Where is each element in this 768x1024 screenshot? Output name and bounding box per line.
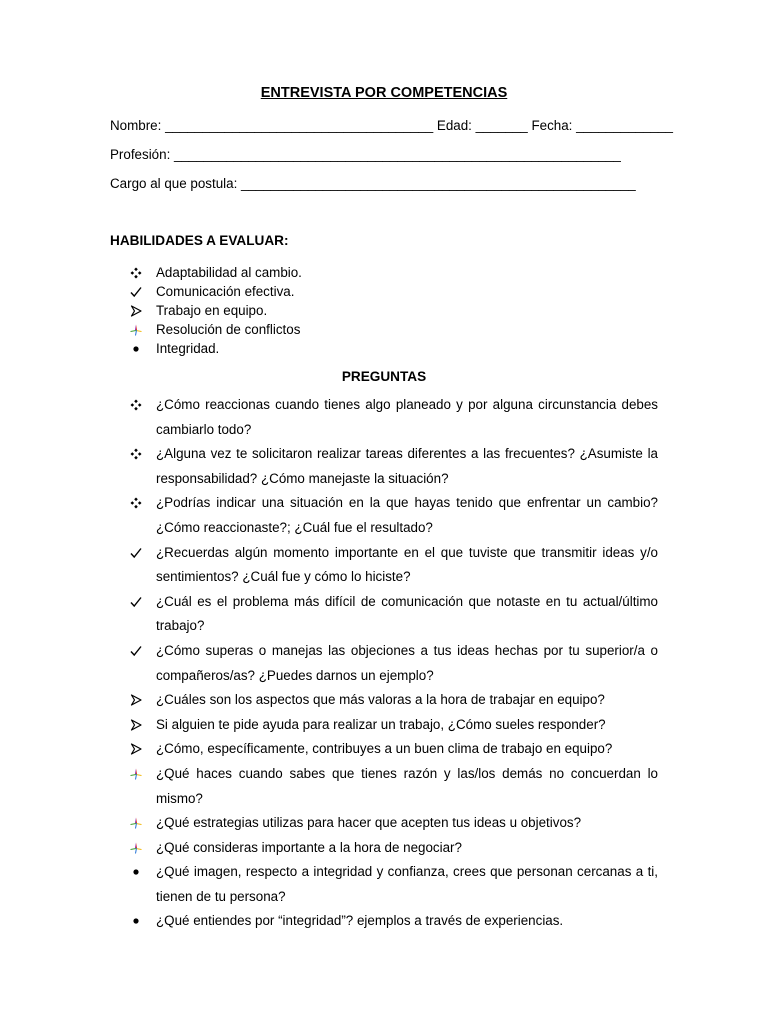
question-text: Si alguien te pide ayuda para realizar un trabajo, ¿Cómo sueles responder? [156, 716, 606, 732]
question-text: ¿Cómo superas o manejas las objeciones a tus ideas hechas por tu superior/a o compañeros/as? ¿Puedes darnos un ejemplo? [156, 642, 658, 683]
profession-field: Profesión: ____________________________________________________________ [110, 147, 621, 162]
color-star-icon [130, 816, 142, 830]
question-text: ¿Alguna vez te solicitaron realizar tareas diferentes a las frecuentes? ¿Asumiste la responsabilidad? ¿Cómo manejaste la situación? [156, 446, 658, 486]
skill-item [130, 301, 302, 320]
document-title: ENTREVISTA POR COMPETENCIAS [260, 85, 508, 101]
question-text: ¿Cuál es el problema más difícil de comunicación que notaste en tu actual/último trabajo? [156, 593, 658, 634]
skills-heading: HABILIDADES A EVALUAR: [110, 233, 289, 248]
dot-icon [130, 914, 142, 928]
question-text: ¿Qué estrategias utilizas para hacer que acepten tus ideas u objetivos? [156, 815, 582, 831]
question-item [130, 713, 658, 738]
checkmark-icon [130, 285, 142, 299]
color-star-icon [130, 841, 142, 855]
dot-icon [130, 342, 142, 356]
question-text: ¿Qué imagen, respecto a integridad y confianza, crees que personan cercanas a ti, tienen de tu persona? [156, 864, 658, 904]
question-item [130, 639, 658, 688]
question-item [130, 393, 658, 442]
skill-label: Comunicación efectiva. [156, 284, 295, 299]
checkmark-icon [130, 595, 142, 609]
skill-item [130, 282, 302, 301]
question-text: ¿Recuerdas algún momento importante en el que tuviste que transmitir ideas y/o sentimientos? ¿Cuál fue y cómo lo hiciste? [156, 544, 658, 585]
diamond-dots-icon [130, 447, 142, 461]
question-item [130, 762, 658, 811]
arrowhead-icon [130, 718, 142, 732]
question-item [130, 491, 658, 540]
question-text: ¿Qué haces cuando sabes que tienes razón y las/los demás no concuerdan lo mismo? [156, 765, 658, 806]
color-star-icon [130, 323, 142, 337]
question-item [130, 909, 658, 934]
question-text: ¿Podrías indicar una situación en la que hayas tenido que enfrentar un cambio? ¿Cómo reaccionaste?; ¿Cuál fue el resultado? [156, 495, 658, 535]
question-item [130, 688, 658, 713]
arrowhead-icon [130, 742, 142, 756]
skill-item [130, 339, 302, 358]
skill-label: Adaptabilidad al cambio. [156, 265, 302, 280]
skill-item [130, 320, 302, 339]
diamond-dots-icon [130, 266, 142, 280]
question-item [130, 737, 658, 762]
arrowhead-icon [130, 693, 142, 707]
question-text: ¿Qué entiendes por “integridad”? ejemplos a través de experiencias. [156, 913, 564, 929]
questions-heading: PREGUNTAS [341, 369, 427, 384]
skill-label: Trabajo en equipo. [156, 303, 268, 318]
checkmark-icon [130, 644, 142, 658]
question-item [130, 836, 658, 861]
question-text: ¿Cómo, específicamente, contribuyes a un buen clima de trabajo en equipo? [156, 741, 613, 757]
skills-list [130, 263, 302, 358]
dot-icon [130, 865, 142, 879]
question-item [130, 590, 658, 639]
question-text: ¿Cuáles son los aspectos que más valoras a la hora de trabajar en equipo? [156, 692, 605, 708]
question-text: ¿Qué consideras importante a la hora de negociar? [156, 839, 462, 855]
question-text: ¿Cómo reaccionas cuando tienes algo planeado y por alguna circunstancia debes cambiarlo todo? [156, 397, 658, 437]
arrowhead-icon [130, 304, 142, 318]
question-item [130, 442, 658, 491]
skill-item [130, 263, 302, 282]
question-item [130, 541, 658, 590]
questions-list [130, 393, 658, 934]
diamond-dots-icon [130, 496, 142, 510]
question-item [130, 811, 658, 836]
question-item [130, 860, 658, 909]
position-field: Cargo al que postula: _____________________________________________________ [110, 176, 636, 191]
diamond-dots-icon [130, 398, 142, 412]
color-star-icon [130, 767, 142, 781]
name-age-date-field: Nombre: ____________________________________ Edad: _______ Fecha: _____________ [110, 118, 673, 133]
checkmark-icon [130, 546, 142, 560]
skill-label: Resolución de conflictos [156, 322, 301, 337]
skill-label: Integridad. [156, 341, 220, 356]
